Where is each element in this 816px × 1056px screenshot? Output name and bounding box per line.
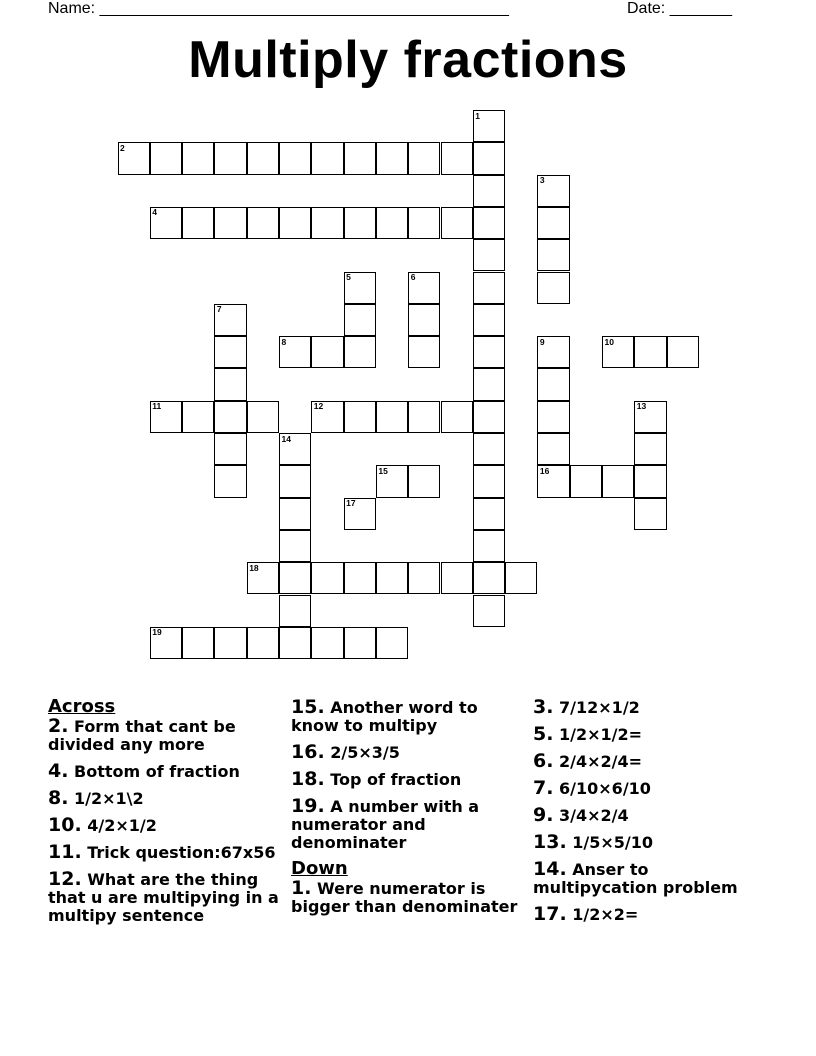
grid-cell[interactable] xyxy=(473,368,505,400)
clue-number: 2 xyxy=(120,142,125,153)
grid-cell[interactable] xyxy=(602,336,634,368)
grid-cell[interactable] xyxy=(344,498,376,530)
clue-number: 6 xyxy=(410,272,416,282)
clue-number: 1 xyxy=(475,110,481,121)
grid-cell[interactable] xyxy=(602,465,634,497)
grid-cell[interactable] xyxy=(214,401,246,433)
clue-down-17: 17. 1/2×2= xyxy=(533,903,639,925)
clue-number: 11 xyxy=(152,401,162,412)
grid-cell[interactable] xyxy=(279,465,311,497)
grid-cell[interactable] xyxy=(473,142,505,174)
clue-number: 14 xyxy=(281,433,291,444)
grid-cell[interactable] xyxy=(279,595,311,627)
clue-down-1: 1. Were numerator is bigger than denominater xyxy=(291,877,518,916)
clue-down-3: 3. 7/12×1/2 xyxy=(533,696,640,718)
grid-cell[interactable] xyxy=(279,336,311,368)
grid-cell[interactable] xyxy=(214,433,246,465)
grid-cell[interactable] xyxy=(279,530,311,562)
grid-cell[interactable] xyxy=(118,142,150,174)
grid-cell[interactable] xyxy=(182,207,214,239)
grid-cell[interactable] xyxy=(473,562,505,594)
grid-cell[interactable] xyxy=(376,142,408,174)
grid-cell[interactable] xyxy=(214,304,246,336)
grid-cell[interactable] xyxy=(247,142,279,174)
grid-cell[interactable] xyxy=(344,627,376,659)
grid-cell[interactable] xyxy=(505,562,537,594)
grid-cell[interactable] xyxy=(537,465,569,497)
grid-cell[interactable] xyxy=(473,595,505,627)
grid-cell[interactable] xyxy=(667,336,699,368)
clue-across-10: 10. 4/2×1/2 xyxy=(48,814,157,836)
grid-cell[interactable] xyxy=(376,207,408,239)
clue-across-15: 15. Another word to know to multipy xyxy=(291,696,478,735)
clue-across-16: 16. 2/5×3/5 xyxy=(291,741,400,763)
grid-cell[interactable] xyxy=(150,401,182,433)
page-title: Multiply fractions xyxy=(188,31,628,89)
clue-number: 19 xyxy=(152,627,162,638)
grid-cell[interactable] xyxy=(441,401,473,433)
clue-across-2: 2. Form that cant be divided any more xyxy=(48,715,236,754)
grid-cell[interactable] xyxy=(473,530,505,562)
grid-cell[interactable] xyxy=(376,562,408,594)
grid-cell[interactable] xyxy=(441,142,473,174)
grid-cell[interactable] xyxy=(634,498,666,530)
across-heading: Across xyxy=(48,696,116,717)
grid-cell[interactable] xyxy=(441,562,473,594)
clue-number: 15 xyxy=(378,465,388,476)
clues-column-2 xyxy=(291,698,531,924)
grid-cell[interactable] xyxy=(214,465,246,497)
clue-down-5: 5. 1/2×1/2= xyxy=(533,723,643,745)
grid-cell[interactable] xyxy=(182,142,214,174)
grid-cell[interactable] xyxy=(537,207,569,239)
grid-cell[interactable] xyxy=(311,562,343,594)
clue-number: 10 xyxy=(604,336,614,347)
clue-number: 3 xyxy=(539,175,545,186)
grid-cell[interactable] xyxy=(344,304,376,336)
grid-cell[interactable] xyxy=(214,627,246,659)
grid-cell[interactable] xyxy=(473,110,505,142)
grid-cell[interactable] xyxy=(537,175,569,207)
clue-across-11: 11. Trick question:67x56 xyxy=(48,841,276,863)
grid-cell[interactable] xyxy=(214,368,246,400)
clue-down-6: 6. 2/4×2/4= xyxy=(533,750,643,772)
grid-cell[interactable] xyxy=(311,401,343,433)
grid-cell[interactable] xyxy=(311,627,343,659)
clue-across-4: 4. Bottom of fraction xyxy=(48,760,240,782)
clues-column-3 xyxy=(533,698,773,932)
grid-cell[interactable] xyxy=(150,207,182,239)
grid-cell[interactable] xyxy=(537,368,569,400)
grid-cell[interactable] xyxy=(247,627,279,659)
grid-cell[interactable] xyxy=(537,433,569,465)
grid-cell[interactable] xyxy=(247,207,279,239)
grid-cell[interactable] xyxy=(473,272,505,304)
grid-cell[interactable] xyxy=(311,207,343,239)
clue-down-13: 13. 1/5×5/10 xyxy=(533,831,654,853)
clue-across-8: 8. 1/2×1\2 xyxy=(48,787,144,809)
grid-cell[interactable] xyxy=(408,304,440,336)
grid-cell[interactable] xyxy=(214,336,246,368)
grid-cell[interactable] xyxy=(214,207,246,239)
grid-cell[interactable] xyxy=(247,562,279,594)
clue-number: 9 xyxy=(539,336,545,347)
grid-cell[interactable] xyxy=(376,401,408,433)
grid-cell[interactable] xyxy=(408,336,440,368)
grid-cell[interactable] xyxy=(408,207,440,239)
grid-cell[interactable] xyxy=(150,142,182,174)
clues-column-1 xyxy=(48,698,288,933)
grid-cell[interactable] xyxy=(473,465,505,497)
grid-cell[interactable] xyxy=(537,239,569,271)
name-blank: ______________________________________________ xyxy=(99,0,509,17)
grid-cell[interactable] xyxy=(634,336,666,368)
grid-cell[interactable] xyxy=(408,401,440,433)
grid-cell[interactable] xyxy=(376,627,408,659)
grid-cell[interactable] xyxy=(408,142,440,174)
clue-across-19: 19. A number with a numerator and denominater xyxy=(291,795,480,852)
grid-cell[interactable] xyxy=(247,401,279,433)
name-label: Name: xyxy=(48,0,96,17)
clue-number: 5 xyxy=(346,272,351,282)
clue-down-9: 9. 3/4×2/4 xyxy=(533,804,629,826)
grid-cell[interactable] xyxy=(634,465,666,497)
grid-cell[interactable] xyxy=(344,142,376,174)
grid-cell[interactable] xyxy=(537,272,569,304)
grid-cell[interactable] xyxy=(344,401,376,433)
clue-number: 8 xyxy=(281,336,287,347)
grid-cell[interactable] xyxy=(473,336,505,368)
grid-cell[interactable] xyxy=(376,465,408,497)
clue-number: 7 xyxy=(216,304,222,315)
grid-cell[interactable] xyxy=(473,401,505,433)
grid-cell[interactable] xyxy=(279,142,311,174)
grid-cell[interactable] xyxy=(214,142,246,174)
grid-cell[interactable] xyxy=(473,175,505,207)
grid-cell[interactable] xyxy=(634,401,666,433)
grid-cell[interactable] xyxy=(279,207,311,239)
down-heading: Down xyxy=(291,858,348,879)
grid-cell[interactable] xyxy=(279,433,311,465)
grid-cell[interactable] xyxy=(473,239,505,271)
grid-cell[interactable] xyxy=(408,465,440,497)
grid-cell[interactable] xyxy=(182,401,214,433)
clue-across-18: 18. Top of fraction xyxy=(291,768,462,790)
grid-cell[interactable] xyxy=(473,433,505,465)
date-label: Date: xyxy=(627,0,666,17)
grid-cell[interactable] xyxy=(279,562,311,594)
grid-cell[interactable] xyxy=(182,627,214,659)
grid-cell[interactable] xyxy=(473,207,505,239)
grid-cell[interactable] xyxy=(473,304,505,336)
grid-cell[interactable] xyxy=(408,272,440,304)
clue-number: 17 xyxy=(346,498,356,509)
grid-cell[interactable] xyxy=(344,562,376,594)
grid-cell[interactable] xyxy=(311,336,343,368)
clue-number: 18 xyxy=(249,562,259,573)
date-blank: _______ xyxy=(669,0,732,17)
grid-cell[interactable] xyxy=(537,401,569,433)
grid-cell[interactable] xyxy=(344,207,376,239)
grid-cell[interactable] xyxy=(311,142,343,174)
clue-down-14: 14. Anser to multipycation problem xyxy=(533,858,738,897)
clue-number: 4 xyxy=(152,207,158,218)
grid-cell[interactable] xyxy=(634,433,666,465)
grid-cell[interactable] xyxy=(570,465,602,497)
clue-down-7: 7. 6/10×6/10 xyxy=(533,777,651,799)
grid-cell[interactable] xyxy=(537,336,569,368)
clue-number: 13 xyxy=(636,401,647,412)
grid-cell[interactable] xyxy=(441,207,473,239)
clue-number: 12 xyxy=(313,401,324,412)
grid-cell[interactable] xyxy=(473,498,505,530)
grid-cell[interactable] xyxy=(279,498,311,530)
grid-cell[interactable] xyxy=(279,627,311,659)
grid-cell[interactable] xyxy=(344,336,376,368)
clue-number: 16 xyxy=(539,465,550,476)
grid-cell[interactable] xyxy=(150,627,182,659)
clue-across-12: 12. What are the thing that u are multipying in a multipy sentence xyxy=(48,868,279,925)
grid-cell[interactable] xyxy=(344,272,376,304)
grid-cell[interactable] xyxy=(408,562,440,594)
